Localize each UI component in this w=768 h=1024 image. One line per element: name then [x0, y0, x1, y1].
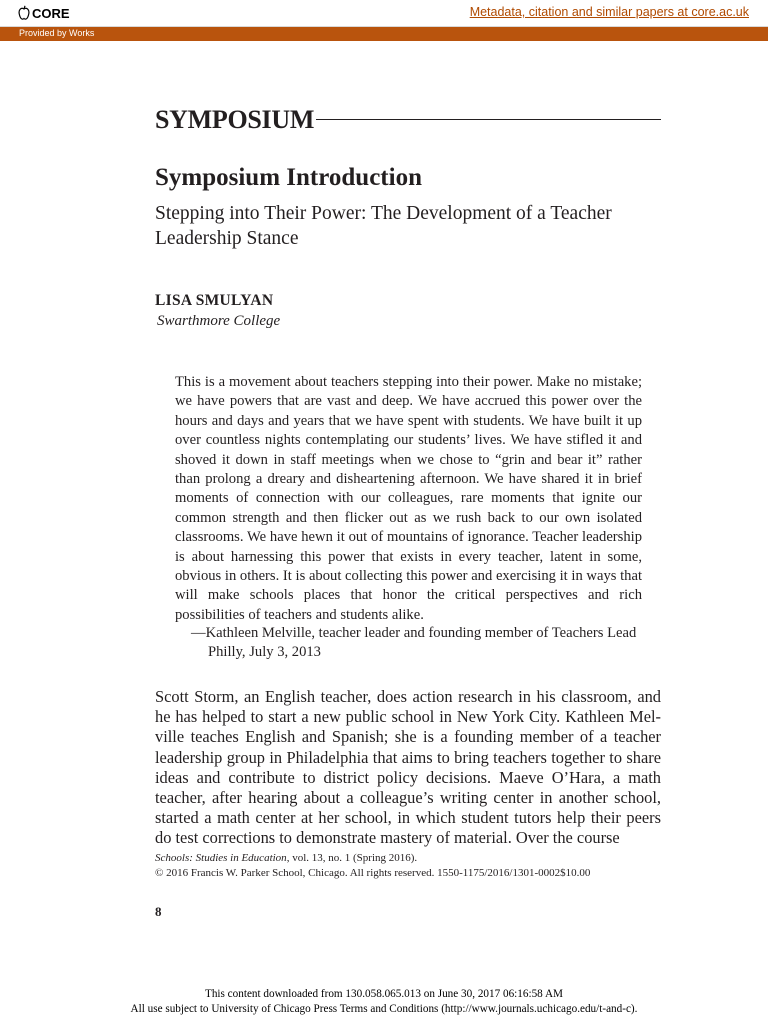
download-notice: This content downloaded from 130.058.065.013 on June 30, 2017 06:16:58 AM	[205, 988, 563, 1000]
section-heading	[155, 104, 661, 136]
citation-details: , vol. 13, no. 1 (Spring 2016).	[286, 852, 418, 864]
body-paragraph: Scott Storm, an English teacher, does action research in his classroom, and he has helped to start a new public school in New York City. Kathleen Melville teaches English and Spanish; she is a founding member of a teacher leadership group in Philadelphia that aims to bring teachers together to share ideas and contribute to district policy decisions. Maeve O’Hara, a math teacher, after hearing about a colleague’s writing center in another school, started a math center at her school, in which student tutors help their peers do test corrections to demonstrate mastery of material. Over the course	[155, 687, 661, 848]
author-name: LISA SMULYAN	[155, 292, 274, 309]
journal-name: Schools: Studies in Education	[155, 852, 287, 864]
article-subtitle: Stepping into Their Power: The Development of a Teacher Leadership Stance	[155, 203, 612, 249]
provided-by-bar	[0, 27, 768, 41]
page-number: 8	[155, 904, 162, 919]
epigraph-quote: This is a movement about teachers stepping into their power. Make no mistake; we have powers that are vast and deep. We have accrued this power over the hours and days and years that we have spent with students. We have built it up over countless nights contemplating our students’ lives. We have stifled it and shoved it down in staff meetings when we chose to “grin and bear it” rather than prolong a dreary and disheartening afternoon. We have shared it in brief moments of connection with our colleagues, rare moments that ignite our common strength and then flicker out as we rush back to our own isolated classrooms. We have hewn it out of mountains of ignorance. Teacher leadership is about harnessing this power that exists in every teacher, latent in some, obvious in others. It is about collecting this power and exercising it in ways that will make schools places that honor the critical perspectives and rich possibilities of teachers and students alike.	[175, 374, 642, 623]
core-apple-icon	[18, 5, 30, 21]
provided-by-text[interactable]: Provided by Works	[19, 28, 95, 38]
epigraph-attribution: —Kathleen Melville, teacher leader and founding member of Teachers Lead Philly, July 3, 2013	[191, 625, 637, 661]
author-affiliation: Swarthmore College	[157, 313, 281, 329]
section-rule	[316, 119, 661, 120]
core-logo-text: CORE	[32, 5, 70, 21]
core-logo[interactable]	[18, 4, 70, 22]
copyright-line: © 2016 Francis W. Parker School, Chicago. All rights reserved. 1550-1175/2016/1301-0002$10.00	[155, 867, 591, 879]
journal-citation	[155, 851, 675, 881]
section-title: SYMPOSIUM	[155, 105, 315, 134]
article-title: Symposium Introduction	[155, 164, 422, 191]
core-header-bar	[0, 0, 768, 27]
core-metadata-link[interactable]: Metadata, citation and similar papers at core.ac.uk	[469, 5, 749, 19]
terms-notice: All use subject to University of Chicago Press Terms and Conditions (http://www.journals.uchicago.edu/t-and-c).	[130, 1003, 638, 1015]
citation-line	[155, 851, 675, 866]
